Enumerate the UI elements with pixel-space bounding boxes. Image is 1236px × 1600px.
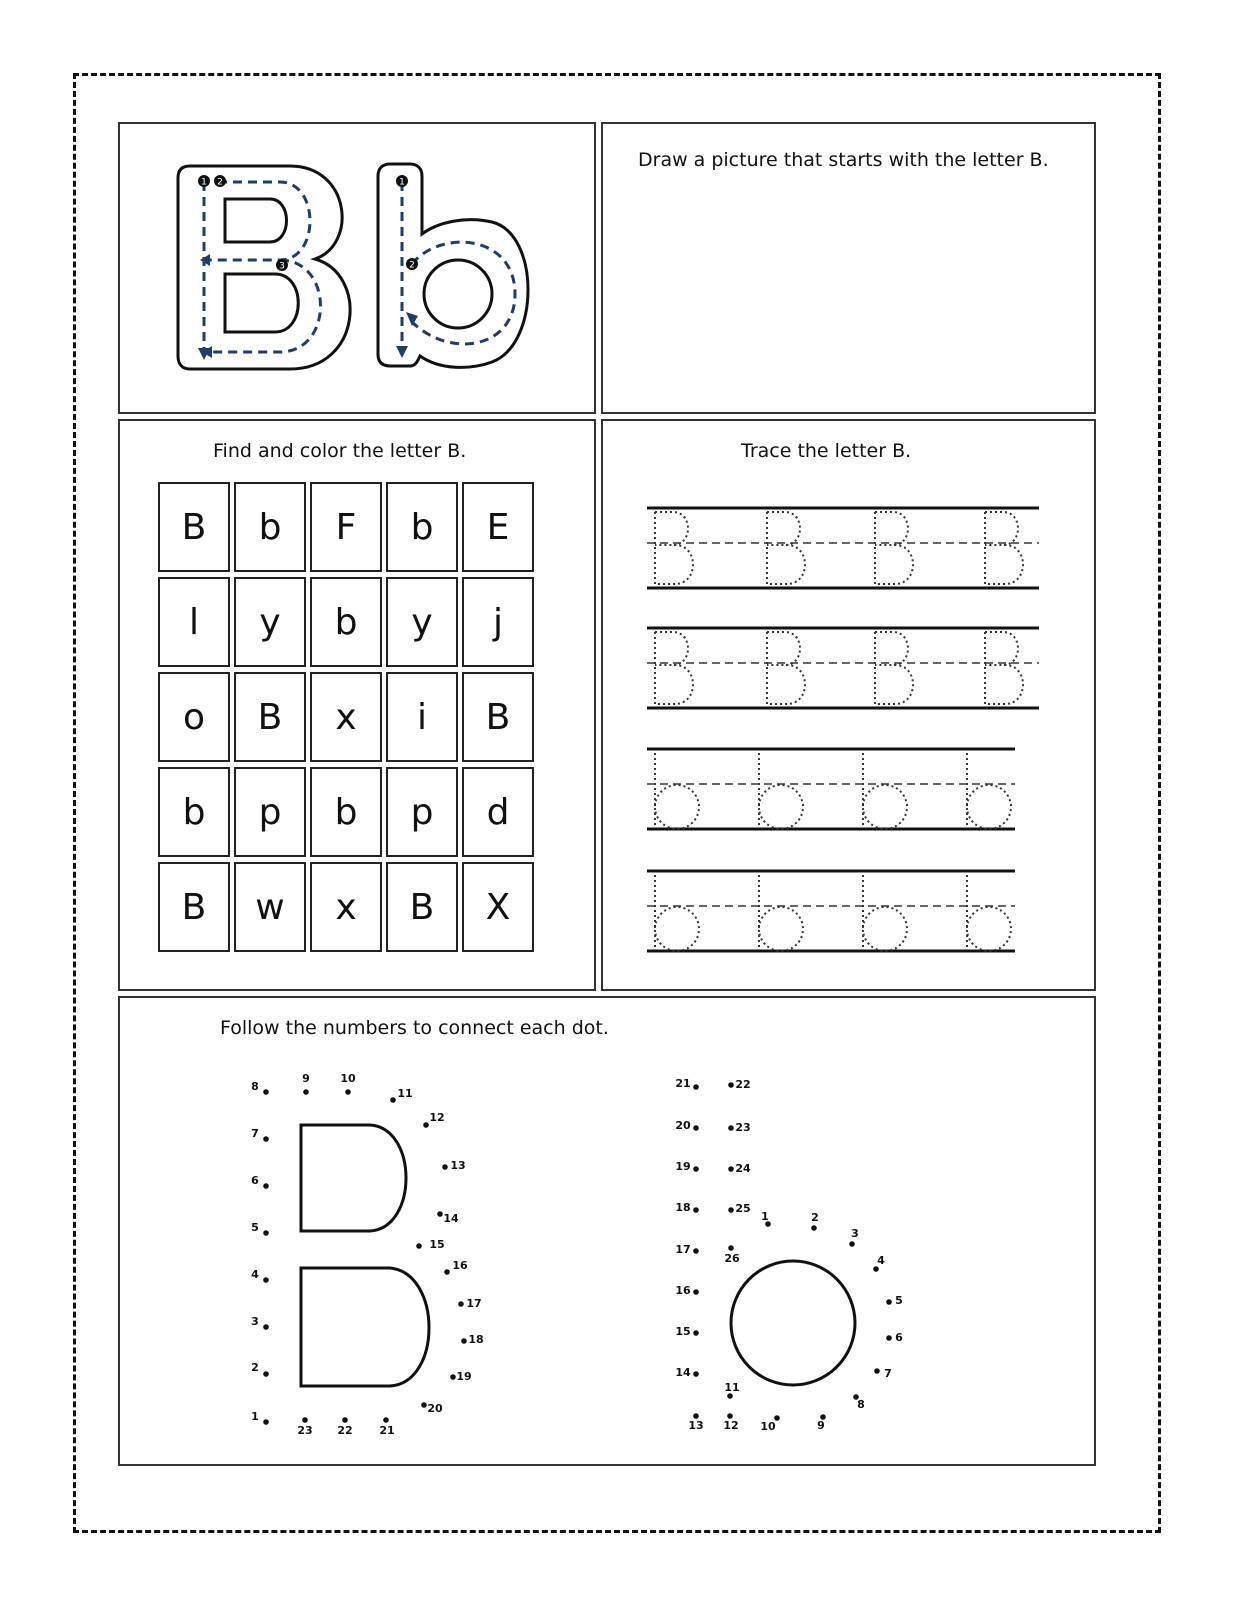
connect-dot bbox=[390, 1097, 396, 1103]
dot-number-label: 1 bbox=[251, 1410, 259, 1423]
dot-number-label: 10 bbox=[760, 1420, 776, 1433]
connect-dot bbox=[302, 1417, 308, 1423]
trace-letter-uppercase-b bbox=[767, 512, 805, 584]
letter-cell[interactable]: w bbox=[234, 862, 306, 952]
dot-number-label: 23 bbox=[735, 1121, 751, 1134]
svg-text:2: 2 bbox=[217, 177, 223, 188]
letter-cell[interactable]: d bbox=[462, 767, 534, 857]
trace-letter-uppercase-b bbox=[875, 512, 913, 584]
connect-dot bbox=[342, 1417, 348, 1423]
connect-dot bbox=[693, 1084, 699, 1090]
dot-number-label: 6 bbox=[251, 1174, 259, 1187]
letter-cell[interactable]: b bbox=[310, 767, 382, 857]
connect-dot bbox=[886, 1335, 892, 1341]
dot-number-label: 9 bbox=[817, 1419, 825, 1432]
connect-dot bbox=[728, 1125, 734, 1131]
connect-dot bbox=[886, 1299, 892, 1305]
dot-number-label: 24 bbox=[735, 1162, 751, 1175]
dot-number-label: 13 bbox=[688, 1419, 704, 1432]
dot-number-label: 20 bbox=[675, 1119, 691, 1132]
dot-number-label: 18 bbox=[468, 1333, 484, 1346]
connect-dot bbox=[728, 1082, 734, 1088]
dot-number-label: 2 bbox=[811, 1211, 819, 1224]
letter-cell[interactable]: y bbox=[234, 577, 306, 667]
trace-letter-lowercase-b bbox=[655, 753, 699, 829]
connect-dot bbox=[461, 1338, 467, 1344]
connect-dot bbox=[693, 1248, 699, 1254]
dot-number-label: 6 bbox=[895, 1331, 903, 1344]
drawing-panel[interactable] bbox=[601, 122, 1096, 414]
trace-letter-lowercase-b bbox=[967, 753, 1011, 829]
trace-letter-lowercase-b bbox=[863, 875, 907, 951]
dot-number-label: 13 bbox=[450, 1159, 466, 1172]
stroke-number-markers bbox=[198, 175, 418, 272]
trace-letter-lowercase-b bbox=[863, 753, 907, 829]
letter-cell[interactable]: X bbox=[462, 862, 534, 952]
dot-number-label: 7 bbox=[251, 1127, 259, 1140]
connect-dot bbox=[263, 1371, 269, 1377]
connect-dot bbox=[444, 1269, 450, 1275]
trace-letter-lowercase-b bbox=[759, 753, 803, 829]
svg-text:3: 3 bbox=[279, 261, 285, 272]
connect-dot bbox=[450, 1374, 456, 1380]
letter-cell[interactable]: b bbox=[310, 577, 382, 667]
svg-text:1: 1 bbox=[201, 177, 207, 188]
dot-number-label: 12 bbox=[723, 1419, 739, 1432]
dot-number-label: 21 bbox=[379, 1424, 395, 1437]
trace-letter-uppercase-b bbox=[985, 632, 1023, 704]
connect-dot bbox=[437, 1211, 443, 1217]
connect-dot bbox=[693, 1413, 699, 1419]
letter-cell[interactable]: b bbox=[234, 482, 306, 572]
dot-number-label: 18 bbox=[675, 1201, 691, 1214]
connect-dot bbox=[421, 1402, 427, 1408]
letter-cell[interactable]: B bbox=[158, 862, 230, 952]
dot-number-label: 5 bbox=[895, 1294, 903, 1307]
connect-dot bbox=[874, 1368, 880, 1374]
letter-cell[interactable]: x bbox=[310, 672, 382, 762]
connect-dot bbox=[811, 1225, 817, 1231]
connect-dot bbox=[693, 1125, 699, 1131]
connect-dot bbox=[693, 1166, 699, 1172]
connect-dot bbox=[345, 1089, 351, 1095]
dot-to-dot-panel bbox=[118, 996, 1096, 1466]
letter-cell[interactable]: E bbox=[462, 482, 534, 572]
dot-number-label: 15 bbox=[675, 1325, 691, 1338]
connect-dot bbox=[458, 1301, 464, 1307]
connect-dot bbox=[383, 1417, 389, 1423]
dot-number-label: 19 bbox=[456, 1370, 472, 1383]
letter-cell[interactable]: b bbox=[158, 767, 230, 857]
dot-number-label: 22 bbox=[337, 1424, 353, 1437]
letter-cell[interactable]: B bbox=[234, 672, 306, 762]
dot-number-label: 8 bbox=[251, 1080, 259, 1093]
trace-letter-lowercase-b bbox=[655, 875, 699, 951]
dot-number-label: 14 bbox=[675, 1366, 691, 1379]
connect-dot bbox=[263, 1419, 269, 1425]
letter-demo-panel bbox=[118, 122, 596, 414]
letter-cell[interactable]: o bbox=[158, 672, 230, 762]
dot-number-label: 22 bbox=[735, 1078, 751, 1091]
dot-number-label: 20 bbox=[427, 1402, 443, 1415]
trace-letter-lowercase-b bbox=[967, 875, 1011, 951]
letter-cell[interactable]: B bbox=[158, 482, 230, 572]
letter-cell[interactable]: y bbox=[386, 577, 458, 667]
letter-cell[interactable]: b bbox=[386, 482, 458, 572]
dot-number-label: 4 bbox=[251, 1268, 259, 1281]
dot-number-label: 12 bbox=[429, 1111, 445, 1124]
dot-to-dot-puzzles bbox=[120, 998, 1094, 1464]
trace-letter-uppercase-b bbox=[767, 632, 805, 704]
dot-number-label: 23 bbox=[297, 1424, 313, 1437]
dot-number-label: 15 bbox=[429, 1238, 445, 1251]
tracing-lines bbox=[603, 421, 1094, 989]
connect-dot bbox=[303, 1089, 309, 1095]
dot-number-label: 17 bbox=[675, 1243, 691, 1256]
dot-number-label: 16 bbox=[675, 1284, 691, 1297]
dot-number-label: 5 bbox=[251, 1221, 259, 1234]
dot-number-label: 19 bbox=[675, 1160, 691, 1173]
letter-cell[interactable]: x bbox=[310, 862, 382, 952]
dot-number-label: 3 bbox=[851, 1227, 859, 1240]
dot-number-label: 8 bbox=[857, 1398, 865, 1411]
letter-cell[interactable]: B bbox=[462, 672, 534, 762]
connect-dot bbox=[693, 1289, 699, 1295]
dot-number-label: 14 bbox=[443, 1212, 459, 1225]
trace-panel bbox=[601, 419, 1096, 991]
dot-number-label: 10 bbox=[340, 1072, 356, 1085]
trace-letter-uppercase-b bbox=[655, 512, 693, 584]
connect-dot bbox=[263, 1089, 269, 1095]
connect-dot bbox=[873, 1266, 879, 1272]
uppercase-b-inner-bottom bbox=[225, 274, 298, 332]
connect-dot bbox=[263, 1277, 269, 1283]
connect-dot bbox=[693, 1330, 699, 1336]
dot-number-label: 21 bbox=[675, 1077, 691, 1090]
connect-dot bbox=[727, 1413, 733, 1419]
dot-number-label: 3 bbox=[251, 1315, 259, 1328]
lowercase-b-dot-shape-bowl bbox=[731, 1261, 855, 1385]
trace-instruction: Trace the letter B. bbox=[741, 440, 912, 462]
find-color-panel bbox=[118, 419, 596, 991]
dot-number-label: 11 bbox=[724, 1381, 740, 1394]
lowercase-b-bowl bbox=[424, 260, 492, 328]
dot-number-label: 2 bbox=[251, 1361, 259, 1374]
trace-letter-lowercase-b bbox=[759, 875, 803, 951]
connect-dot bbox=[693, 1371, 699, 1377]
connect-dot bbox=[423, 1122, 429, 1128]
uppercase-b-inner-top bbox=[225, 199, 287, 242]
connect-dot bbox=[263, 1136, 269, 1142]
connect-dot bbox=[727, 1393, 733, 1399]
dot-to-dot-instruction: Follow the numbers to connect each dot. bbox=[220, 1017, 609, 1039]
find-color-instruction: Find and color the letter B. bbox=[213, 440, 467, 462]
trace-letter-uppercase-b bbox=[655, 632, 693, 704]
dot-number-label: 7 bbox=[884, 1367, 892, 1380]
dot-number-label: 1 bbox=[761, 1210, 769, 1223]
drawing-instruction: Draw a picture that starts with the letter B. bbox=[638, 149, 1049, 171]
connect-dot bbox=[416, 1243, 422, 1249]
uppercase-b-dot-shape-bottom bbox=[301, 1268, 429, 1386]
trace-letter-uppercase-b bbox=[985, 512, 1023, 584]
svg-text:2: 2 bbox=[409, 260, 415, 271]
dot-number-label: 26 bbox=[724, 1252, 740, 1265]
letter-cell[interactable]: i bbox=[386, 672, 458, 762]
connect-dot bbox=[728, 1245, 734, 1251]
letter-cell[interactable]: F bbox=[310, 482, 382, 572]
trace-letter-uppercase-b bbox=[875, 632, 913, 704]
connect-dot bbox=[263, 1183, 269, 1189]
dot-number-label: 4 bbox=[877, 1254, 885, 1267]
connect-dot bbox=[728, 1166, 734, 1172]
letter-cell[interactable]: B bbox=[386, 862, 458, 952]
dot-number-label: 17 bbox=[466, 1297, 482, 1310]
connect-dot bbox=[442, 1164, 448, 1170]
letter-cell[interactable]: p bbox=[386, 767, 458, 857]
letter-cell[interactable]: l bbox=[158, 577, 230, 667]
letter-cell[interactable]: p bbox=[234, 767, 306, 857]
svg-text:1: 1 bbox=[399, 177, 405, 188]
connect-dot bbox=[693, 1207, 699, 1213]
letter-cell[interactable]: j bbox=[462, 577, 534, 667]
connect-dot bbox=[849, 1241, 855, 1247]
connect-dot bbox=[263, 1230, 269, 1236]
letter-b-stroke-guide bbox=[120, 124, 594, 412]
uppercase-b-dot-shape-top bbox=[301, 1125, 406, 1231]
dot-number-label: 16 bbox=[452, 1259, 468, 1272]
dot-number-label: 9 bbox=[302, 1072, 310, 1085]
dot-number-label: 11 bbox=[397, 1087, 413, 1100]
dot-number-label: 25 bbox=[735, 1202, 751, 1215]
connect-dot bbox=[728, 1207, 734, 1213]
connect-dot bbox=[263, 1324, 269, 1330]
